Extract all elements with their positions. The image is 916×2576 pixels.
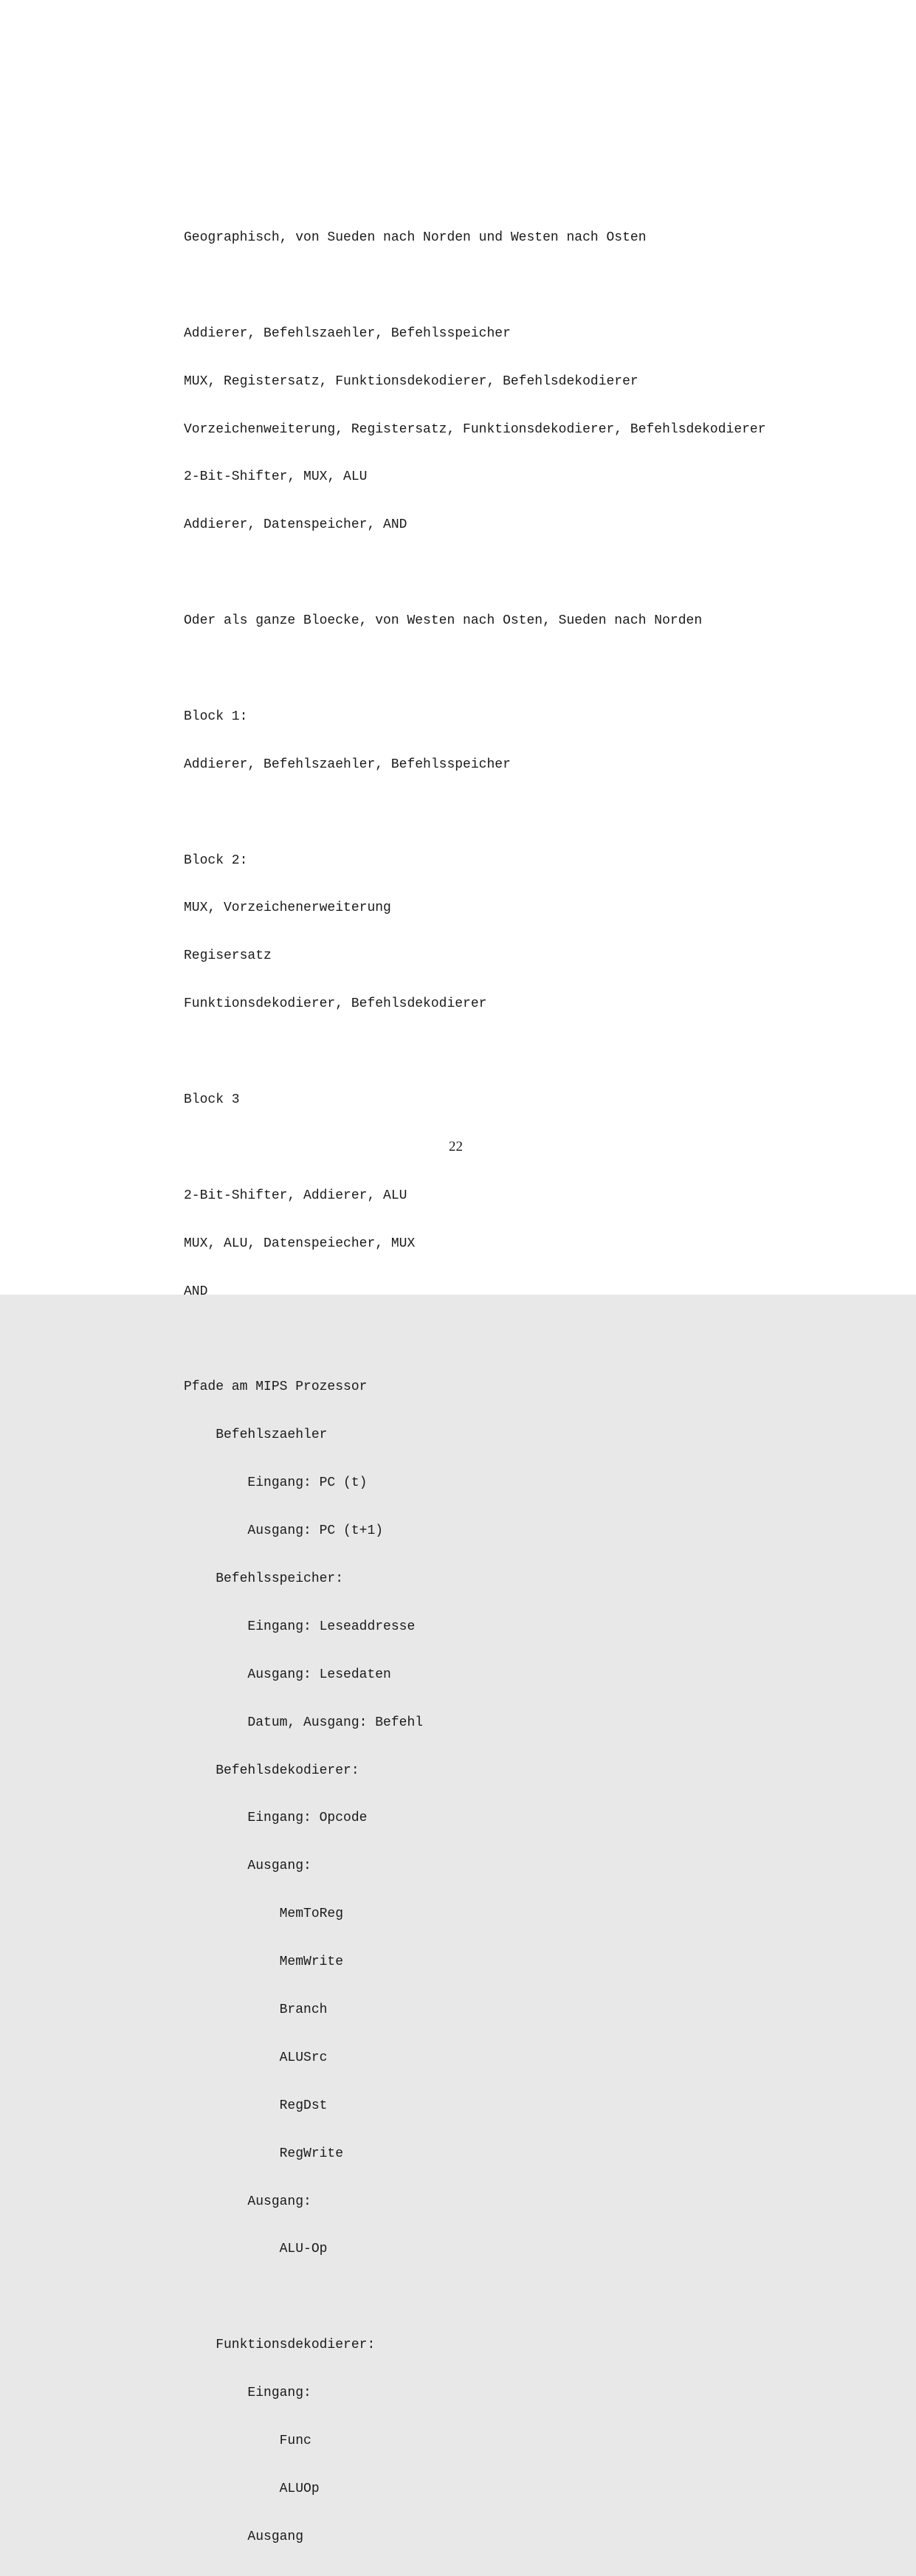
text-line: Branch — [184, 2002, 328, 2017]
text-line: Eingang: PC (t) — [184, 1475, 368, 1491]
text-line: Ausgang: — [184, 2194, 311, 2209]
text-line: MemWrite — [184, 1955, 344, 1970]
text-line: MemToReg — [184, 1907, 344, 1922]
text-line: Addierer, Befehlszaehler, Befehlsspeicher — [184, 326, 511, 341]
text-line — [184, 804, 766, 822]
verbatim-text-block — [184, 214, 766, 2576]
text-line: AND — [184, 1284, 208, 1299]
text-line — [184, 1330, 766, 1349]
text-line: Block 2: — [184, 853, 248, 868]
text-line: RegDst — [184, 2098, 328, 2113]
text-line: Eingang: Leseaddresse — [184, 1619, 416, 1634]
text-line: MUX, Registersatz, Funktionsdekodierer, Befehlsdekodierer — [184, 373, 638, 389]
text-line: Datum, Ausgang: Befehl — [184, 1715, 424, 1730]
text-line: Pfade am MIPS Prozessor — [184, 1380, 368, 1395]
text-line: Befehlszaehler — [184, 1428, 328, 1443]
text-line: Addierer, Datenspeicher, AND — [184, 517, 407, 533]
text-line: Block 1: — [184, 709, 248, 724]
text-line: Ausgang: — [184, 1859, 311, 1874]
text-line: Eingang: — [184, 2386, 311, 2401]
text-line — [184, 564, 766, 582]
text-line: ALU-Op — [184, 2242, 328, 2257]
text-line: Befehlsdekodierer: — [184, 1763, 359, 1778]
text-line: Regisersatz — [184, 948, 272, 964]
text-line: MUX, Vorzeichenerweiterung — [184, 900, 391, 916]
text-line: Ausgang — [184, 2529, 304, 2544]
text-line: Geographisch, von Sueden nach Norden und Westen nach Osten — [184, 230, 647, 245]
text-line: ALUSrc — [184, 2050, 328, 2065]
text-line — [184, 2288, 766, 2307]
text-line: Block 3 — [184, 1092, 240, 1108]
text-line: Oder als ganze Bloecke, von Westen nach Osten, Sueden nach Norden — [184, 613, 703, 629]
text-line: Funktionsdekodierer: — [184, 2338, 376, 2353]
text-line: Addierer, Befehlszaehler, Befehlsspeicher — [184, 757, 511, 772]
text-line: 2-Bit-Shifter, MUX, ALU — [184, 469, 368, 485]
text-line: Ausgang: Lesedaten — [184, 1667, 391, 1682]
text-line: Funktionsdekodierer, Befehlsdekodierer — [184, 996, 487, 1012]
text-line: Vorzeichenweiterung, Registersatz, Funktionsdekodierer, Befehlsdekodierer — [184, 421, 766, 437]
text-line: RegWrite — [184, 2146, 344, 2161]
text-line: MUX, ALU, Datenspeiecher, MUX — [184, 1236, 416, 1251]
text-line — [184, 660, 766, 678]
text-line — [184, 1043, 766, 1061]
text-line: Eingang: Opcode — [184, 1811, 368, 1826]
page-number: 22 — [449, 1139, 463, 1154]
text-line: ALUOp — [184, 2481, 320, 2496]
text-line: Befehlsspeicher: — [184, 1571, 344, 1586]
text-line: Ausgang: PC (t+1) — [184, 1523, 384, 1539]
text-line: Func — [184, 2433, 311, 2448]
text-line — [184, 277, 766, 295]
text-line: 2-Bit-Shifter, Addierer, ALU — [184, 1188, 407, 1203]
